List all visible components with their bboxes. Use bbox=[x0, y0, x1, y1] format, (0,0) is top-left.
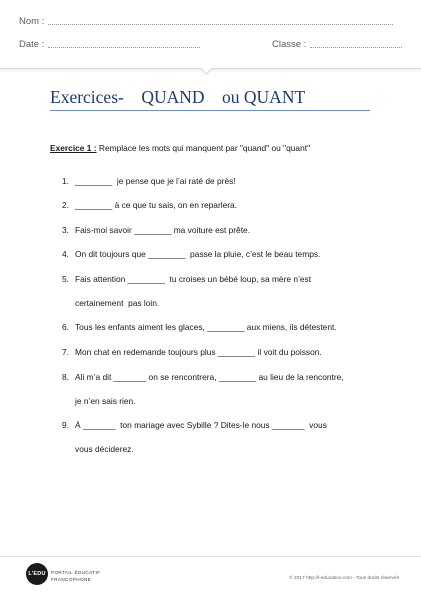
item-text: À _______ ton mariage avec Sybille ? Dites-le nous _______ vous bbox=[75, 420, 327, 430]
exercise-item-6 bbox=[62, 322, 337, 332]
exercise-item-8 bbox=[62, 372, 344, 382]
exercise-item-7 bbox=[62, 347, 322, 357]
item-text: Mon chat en redemande toujours plus ________ il voit du poisson. bbox=[75, 347, 322, 357]
exercise-item-3 bbox=[62, 225, 250, 235]
exercise-instruction bbox=[50, 143, 310, 153]
exercise-text: Remplace les mots qui manquent par "quand" ou "quant" bbox=[96, 143, 311, 153]
item-number: 3. bbox=[62, 225, 69, 235]
item-number: 9. bbox=[62, 420, 69, 430]
item-text: Fais attention ________ tu croises un bébé loup, sa mère n’est bbox=[75, 274, 312, 284]
date-row bbox=[19, 39, 200, 50]
nom-label: Nom : bbox=[19, 16, 45, 27]
exercise-item-5 bbox=[62, 274, 311, 284]
item-text: ________ je pense que je l’ai raté de près! bbox=[75, 176, 236, 186]
item-number: 6. bbox=[62, 322, 69, 332]
exercise-item-4 bbox=[62, 249, 320, 259]
exercise-item-2 bbox=[62, 200, 237, 210]
nom-row bbox=[19, 16, 393, 27]
item-number: 2. bbox=[62, 200, 69, 210]
classe-dotted-line bbox=[310, 46, 402, 48]
exercise-item-8-continuation: je n’en sais rien. bbox=[75, 396, 136, 406]
date-label: Date : bbox=[19, 39, 45, 50]
item-text: Fais-moi savoir ________ ma voiture est prête. bbox=[75, 225, 251, 235]
item-number: 7. bbox=[62, 347, 69, 357]
exercise-item-9-continuation: vous déciderez. bbox=[75, 444, 134, 454]
exercise-item-5-continuation: certainement pas loin. bbox=[75, 298, 160, 308]
logo-line-1: PORTAIL ÉDUCATIF bbox=[51, 570, 101, 575]
item-text: On dit toujours que ________ passe la pluie, c’est le beau temps. bbox=[75, 249, 321, 259]
page-title: Exercices- QUAND ou QUANT bbox=[50, 87, 370, 111]
logo-line-2: FRANCOPHONE bbox=[51, 577, 92, 582]
copyright-text: © 2017 http://l-education.com - Tous droits réservés bbox=[289, 576, 399, 581]
classe-row bbox=[272, 39, 402, 50]
item-text: ________ à ce que tu sais, on en reparlera. bbox=[75, 200, 238, 210]
item-text: Ali m’a dit _______ on se rencontrera, ________ au lieu de la rencontre, bbox=[75, 372, 344, 382]
exercise-label: Exercice 1 : bbox=[50, 143, 97, 153]
classe-label: Classe : bbox=[272, 39, 307, 50]
exercise-item-9 bbox=[62, 420, 327, 430]
footer-divider bbox=[0, 556, 421, 557]
item-number: 5. bbox=[62, 274, 69, 284]
item-text: Tous les enfants aiment les glaces, ________ aux miens, ils détestent. bbox=[75, 322, 337, 332]
exercise-item-1 bbox=[62, 176, 236, 186]
worksheet-header bbox=[0, 0, 421, 69]
item-number: 4. bbox=[62, 249, 69, 259]
ledu-logo: L'EDU bbox=[26, 563, 48, 585]
nom-dotted-line bbox=[48, 23, 393, 25]
item-number: 8. bbox=[62, 372, 69, 382]
item-number: 1. bbox=[62, 176, 69, 186]
date-dotted-line bbox=[48, 46, 200, 48]
